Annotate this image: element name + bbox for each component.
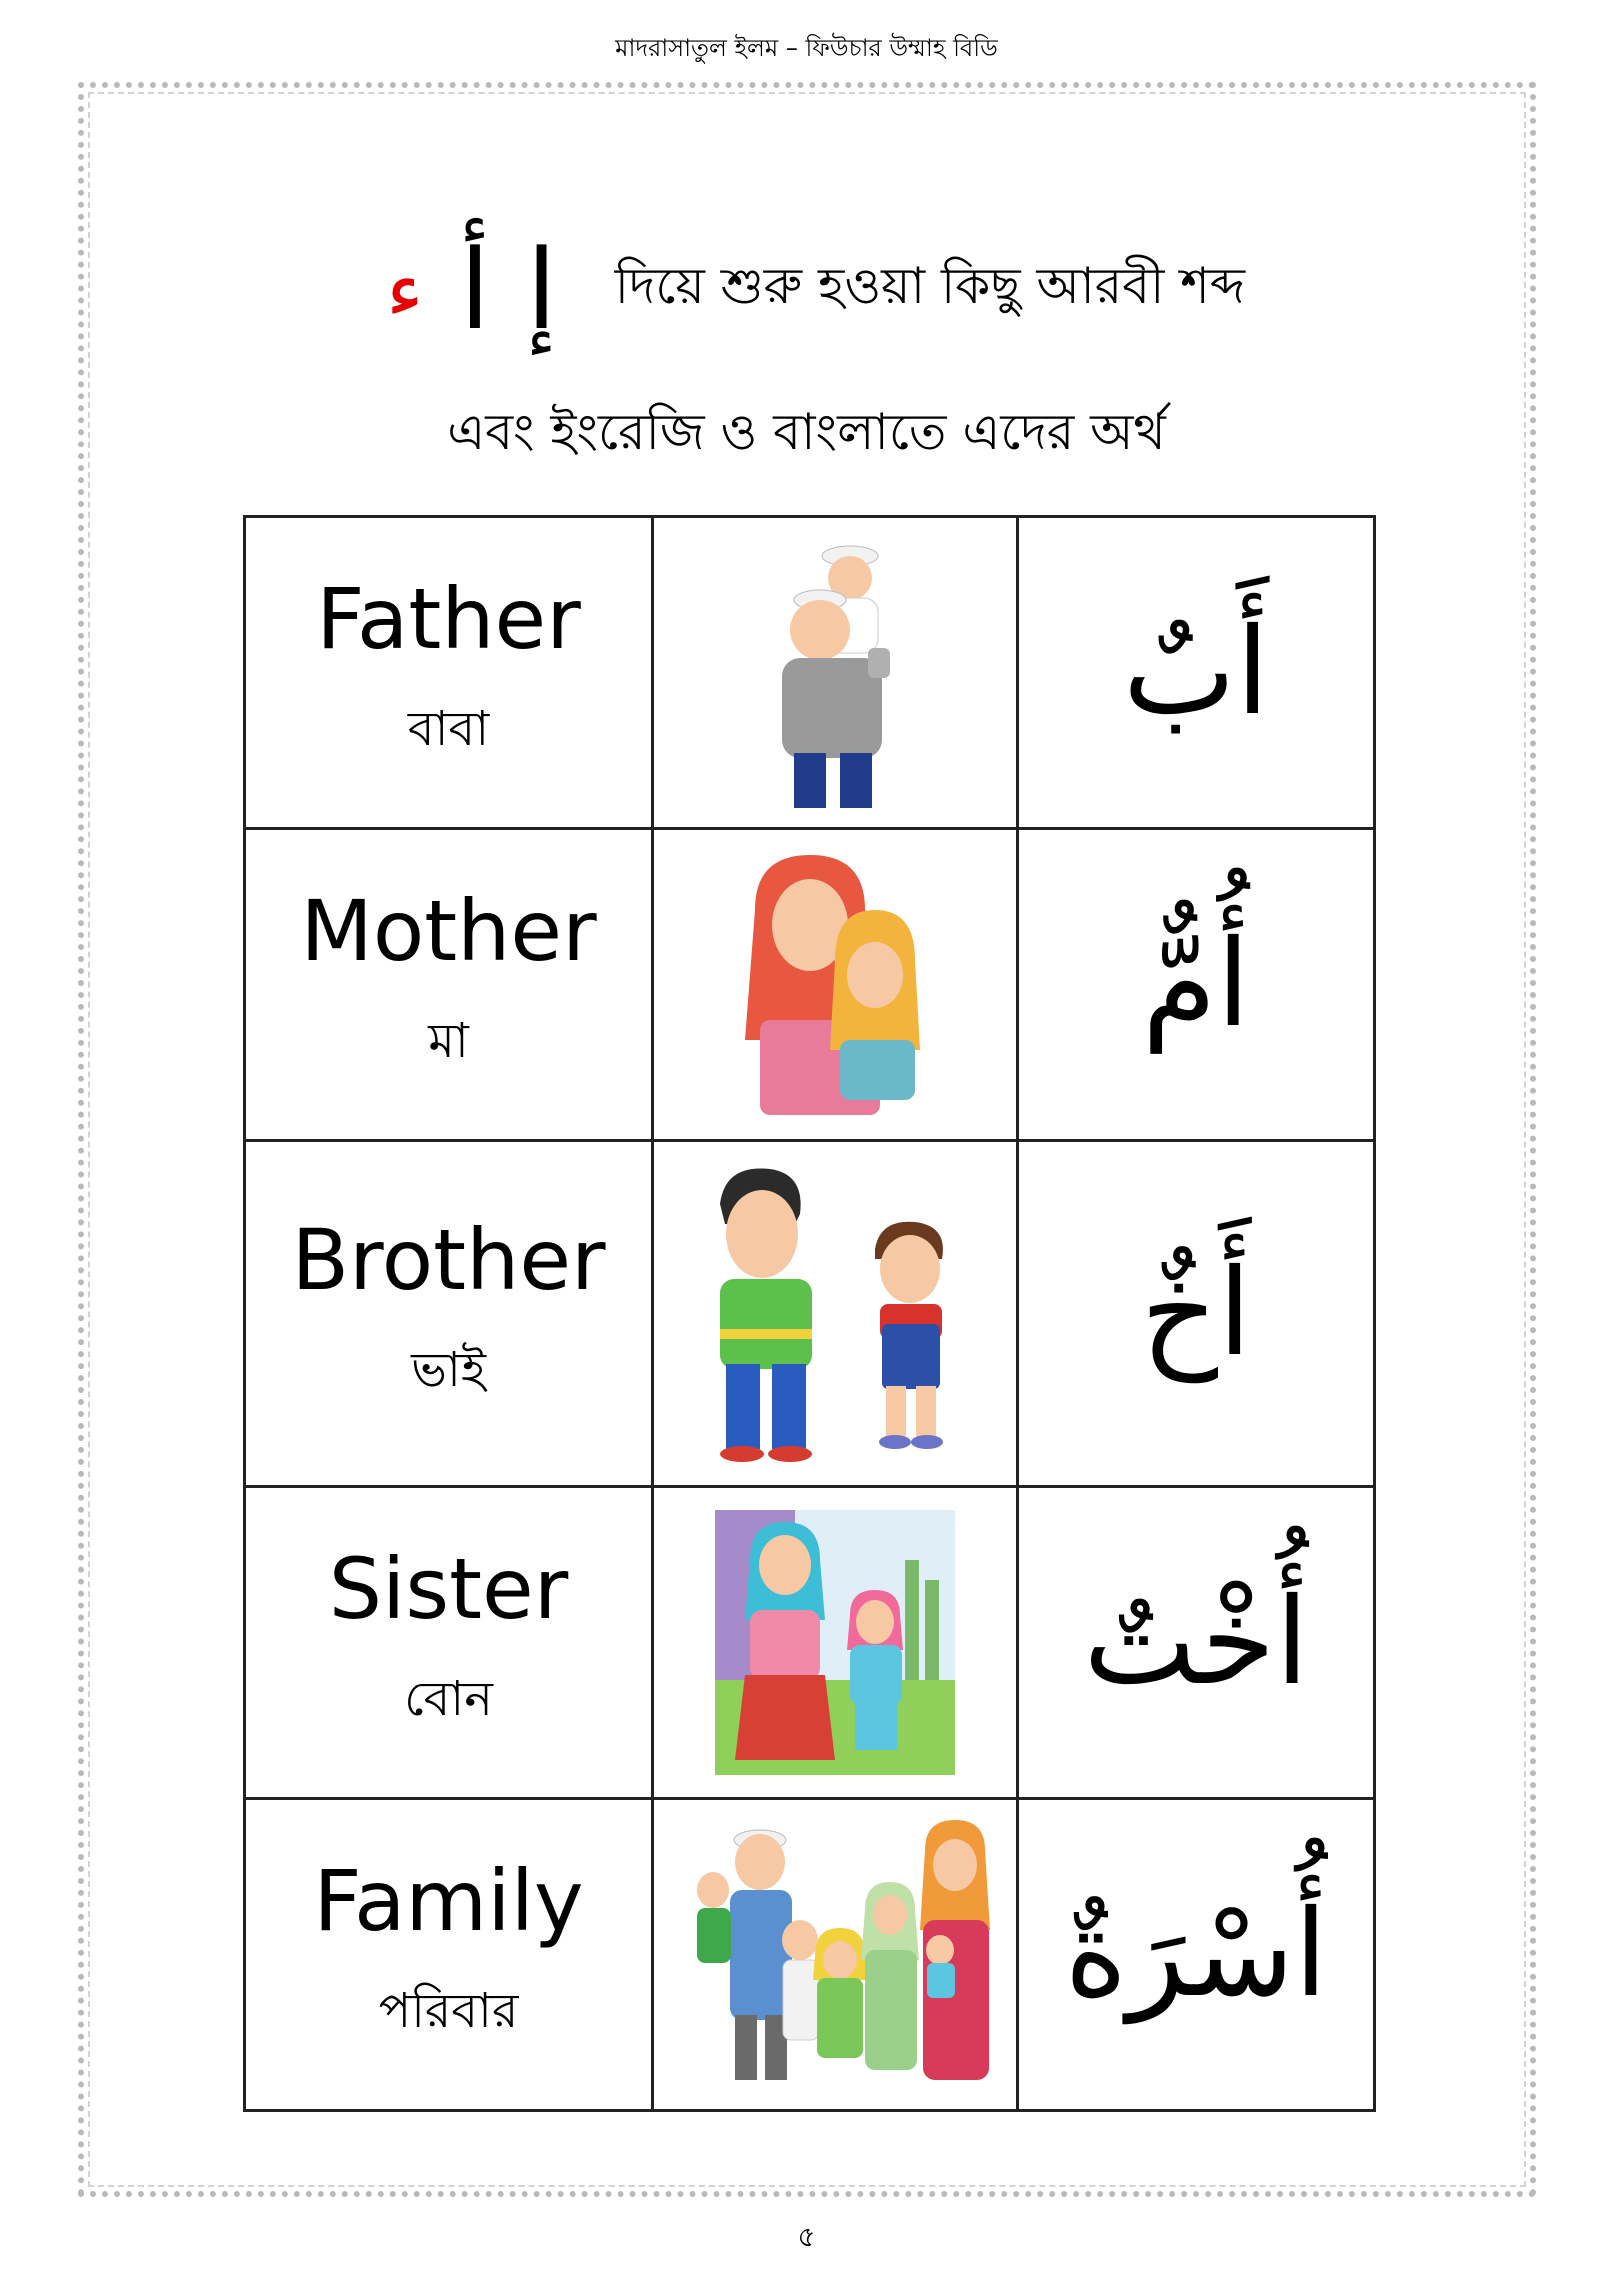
title-letters bbox=[368, 226, 575, 354]
title-line-2: এবং ইংরেজি ও বাংলাতে এদের অর্থ bbox=[447, 403, 1166, 461]
sisters-image bbox=[715, 1510, 955, 1775]
english-word: Brother bbox=[291, 1210, 606, 1309]
bangla-word: মা bbox=[428, 1013, 469, 1070]
bangla-word: পরিবার bbox=[378, 1983, 519, 2040]
table-row bbox=[245, 517, 1375, 829]
page-number: ৫ bbox=[797, 2220, 816, 2253]
hamza-letter: ء bbox=[386, 243, 424, 336]
title-line-1 bbox=[0, 210, 1613, 370]
arabic-cell bbox=[1018, 517, 1375, 829]
arabic-word: أُخْتٌ bbox=[1083, 1573, 1309, 1712]
arabic-word: أَخٌ bbox=[1140, 1244, 1252, 1383]
english-word: Mother bbox=[300, 881, 597, 980]
alif-hamza-below-letter: إ bbox=[526, 226, 557, 354]
image-cell bbox=[653, 517, 1018, 829]
table-row bbox=[245, 1799, 1375, 2111]
table-row bbox=[245, 1141, 1375, 1487]
arabic-word: أُسْرَةٌ bbox=[1064, 1885, 1328, 2024]
meaning-cell bbox=[245, 1799, 653, 2111]
meaning-cell bbox=[245, 1487, 653, 1799]
table-row bbox=[245, 1487, 1375, 1799]
father-image bbox=[760, 538, 910, 808]
english-word: Father bbox=[316, 569, 581, 668]
arabic-word: أَبٌ bbox=[1122, 603, 1270, 742]
english-word: Sister bbox=[328, 1539, 569, 1638]
arabic-cell bbox=[1018, 1487, 1375, 1799]
meaning-cell bbox=[245, 517, 653, 829]
arabic-cell bbox=[1018, 829, 1375, 1141]
bangla-word: বোন bbox=[404, 1671, 493, 1728]
image-cell bbox=[653, 1799, 1018, 2111]
bangla-word: বাবা bbox=[407, 701, 490, 758]
family-image bbox=[675, 1820, 995, 2090]
brothers-image bbox=[690, 1164, 980, 1464]
bangla-word: ভাই bbox=[411, 1342, 486, 1399]
mother-image bbox=[735, 850, 935, 1120]
image-cell bbox=[653, 1141, 1018, 1487]
image-cell bbox=[653, 829, 1018, 1141]
arabic-cell bbox=[1018, 1799, 1375, 2111]
english-word: Family bbox=[313, 1851, 584, 1950]
arabic-word: أُمٌّ bbox=[1142, 915, 1250, 1054]
arabic-cell bbox=[1018, 1141, 1375, 1487]
meaning-cell bbox=[245, 1141, 653, 1487]
image-cell bbox=[653, 1487, 1018, 1799]
alif-hamza-above-letter: أ bbox=[459, 226, 491, 354]
title-text: দিয়ে শুরু হওয়া কিছু আরবী শব্দ bbox=[614, 256, 1245, 315]
page-header: মাদরাসাতুল ইলম – ফিউচার উম্মাহ বিডি bbox=[615, 34, 998, 62]
vocabulary-table bbox=[243, 515, 1376, 2112]
meaning-cell bbox=[245, 829, 653, 1141]
table-row bbox=[245, 829, 1375, 1141]
